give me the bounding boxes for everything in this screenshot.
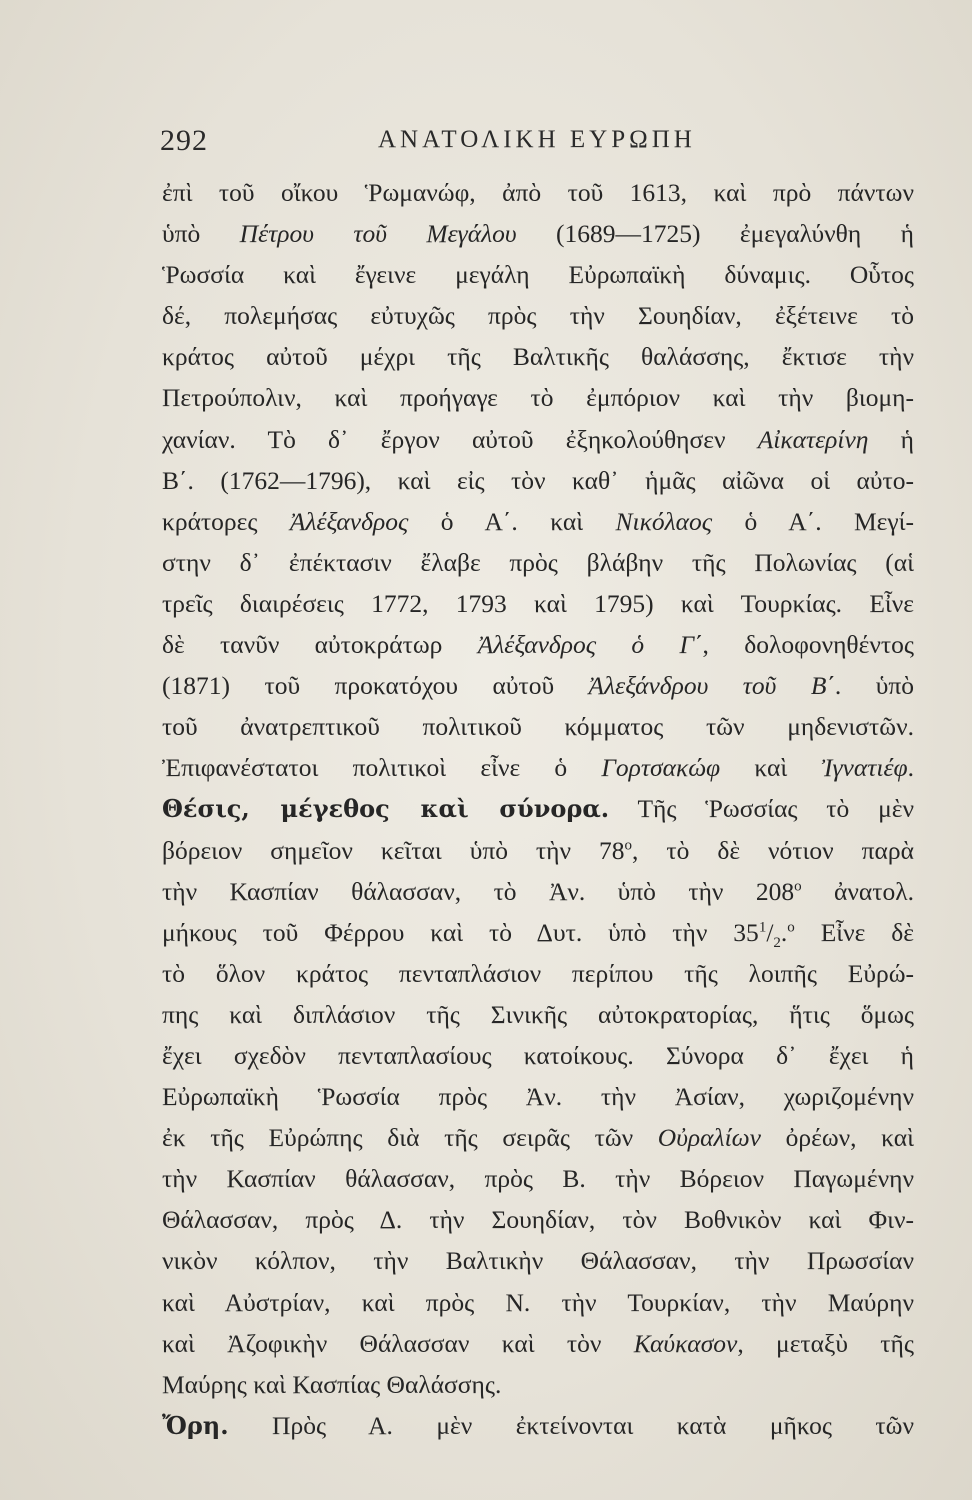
text-run: καὶ Ἀζοφικὴν Θάλασσαν καὶ τὸν [162,1328,634,1358]
text-run: δέ, πολεμήσας εὐτυχῶς πρὸς τὴν Σουηδίαν, ἐξέτεινε τὸ [162,301,914,331]
body-text [162,172,914,1446]
text-run: ο [794,878,802,895]
text-run: Β΄. (1762—1796), καὶ εἰς τὸν καθ᾿ ἡμᾶς αἰῶνα οἱ αὐτο- [162,465,914,495]
text-line [162,788,914,829]
text-line [162,583,914,624]
text-run: , μεταξὺ τῆς [737,1328,914,1358]
italic-name: Ἰγνατιέφ [821,753,908,783]
text-line [162,1199,914,1240]
text-run: στην δ᾿ ἐπέκτασιν ἔλαβε πρὸς βλάβην τῆς Πολωνίας (αἱ [162,547,914,577]
text-line [162,1323,914,1364]
text-run: ἔχει σχεδὸν πενταπλασίους κατοίκους. Σύνορα δ᾿ ἔχει ἡ [162,1040,914,1070]
italic-name: Ἀλέξανδρος ὁ Γ΄ [477,630,703,660]
section-heading: Θέσις, μέγεθος καὶ σύνορα. [162,794,610,824]
text-line [162,706,914,747]
text-run: ὁ Α΄. Μεγί- [712,506,914,536]
italic-name: Οὐραλίων [657,1123,761,1153]
text-line [162,747,914,788]
text-run: Ἐπιφανέστατοι πολιτικοὶ εἶνε ὁ [162,753,602,783]
text-run: ἀνατολ. [801,876,914,906]
text-run: , δολοφονηθέντος [702,630,914,660]
text-run: ὀρέων, καὶ [760,1123,915,1153]
italic-name: Καύκασον [633,1328,738,1358]
text-run: Πρὸς Α. μὲν ἐκτείνονται κατὰ μῆκος τῶν [228,1410,914,1440]
text-run: καὶ [720,753,822,783]
text-run: Μαύρης καὶ Κασπίας Θαλάσσης. [162,1369,502,1399]
text-run: τὴν Κασπίαν θάλασσαν, πρὸς Β. τὴν Βόρειον Παγωμένην [162,1164,914,1194]
page-header [160,120,920,160]
text-run: τοῦ ἀνατρεπτικοῦ πολιτικοῦ κόμματος τῶν μηδενιστῶν. [162,712,914,742]
text-run: Τῆς Ῥωσσίας τὸ μὲν [609,794,914,824]
text-line [162,172,914,213]
italic-name: Ἀλεξάνδρου τοῦ Β΄ [588,671,835,701]
text-run: . [907,753,914,783]
text-run: Ῥωσσία καὶ ἔγεινε μεγάλη Εὐρωπαϊκὴ δύναμις. Οὗτος [162,260,914,290]
text-line [162,419,914,460]
italic-name: Αἰκατερίνη [757,424,869,454]
text-run: . ὑπὸ [834,671,914,701]
text-line [162,377,914,418]
text-run: ο [624,837,633,853]
text-run: 1 [758,919,767,936]
text-line [162,1035,914,1076]
text-run: τρεῖς διαιρέσεις 1772, 1793 καὶ 1795) καὶ Τουρκίας. Εἶνε [162,588,914,618]
text-run: ἐκ τῆς Εὐρώπης διὰ τῆς σειρᾶς τῶν [162,1123,658,1153]
text-line [162,336,914,377]
text-line [162,830,914,871]
text-line [162,1405,914,1446]
text-run: ἡ [868,424,914,454]
text-run: χανίαν. Τὸ δ᾿ ἔργον αὐτοῦ ἐξηκολούθησεν [162,424,758,454]
text-run: . [780,917,788,947]
text-run: Εἶνε δὲ [794,917,915,947]
text-run: πης καὶ διπλάσιον τῆς Σινικῆς αὐτοκρατορίας, ἥτις ὅμως [162,999,914,1029]
text-run: καὶ Αὐστρίαν, καὶ πρὸς Ν. τὴν Τουρκίαν, τὴν Μαύρην [162,1287,914,1317]
text-run: κράτος αὐτοῦ μέχρι τῆς Βαλτικῆς θαλάσσης, ἔκτισε τὴν [162,342,914,372]
section-heading: Ὄρη. [162,1410,229,1440]
text-line [162,1364,914,1405]
text-line [162,871,914,912]
text-run: Εὐρωπαϊκὴ Ῥωσσία πρὸς Ἀν. τὴν Ἀσίαν, χωριζομένην [162,1082,914,1112]
italic-name: Γορτσακώφ [601,753,721,783]
text-run: τὴν Κασπίαν θάλασσαν, τὸ Ἀν. ὑπὸ τὴν 208 [162,876,795,906]
text-line [162,912,914,953]
text-run: δὲ τανῦν αὐτοκράτωρ [162,630,478,660]
text-line [162,665,914,706]
text-run: Πετρούπολιν, καὶ προήγαγε τὸ ἐμπόριον καὶ τὴν βιομη- [162,383,914,413]
text-line [162,1076,914,1117]
text-line [162,1240,914,1281]
text-line [162,501,914,542]
italic-name: Νικόλαος [615,506,713,536]
text-run: , τὸ δὲ νότιον παρὰ [632,835,914,865]
text-line [162,213,914,254]
text-run: 2 [773,934,781,951]
text-line [162,254,914,295]
text-run: ὑπὸ [162,219,240,249]
text-line [162,994,914,1035]
text-line [162,460,914,501]
text-run: (1689—1725) ἐμεγαλύνθη ἡ [516,219,914,249]
italic-name: Πέτρου τοῦ Μεγάλου [239,219,517,249]
text-run: ο [787,919,795,936]
text-line [162,542,914,583]
page-number: 292 [160,124,208,157]
text-line [162,1282,914,1323]
text-run: νικὸν κόλπον, τὴν Βαλτικὴν Θάλασσαν, τὴν Πρωσσίαν [162,1246,914,1276]
text-run: Θάλασσαν, πρὸς Δ. τὴν Σουηδίαν, τὸν Βοθνικὸν καὶ Φιν- [162,1205,914,1235]
text-run: ἐπὶ τοῦ οἴκου Ῥωμανώφ, ἀπὸ τοῦ 1613, καὶ πρὸ πάντων [162,178,914,207]
text-line [162,624,914,665]
text-run: μήκους τοῦ Φέρρου καὶ τὸ Δυτ. ὑπὸ τὴν 35 [162,917,759,947]
text-run: ὁ Α΄. καὶ [408,506,616,536]
text-run: κράτορες [162,506,290,536]
text-run: τὸ ὅλον κράτος πενταπλάσιον περίπου τῆς λοιπῆς Εὐρώ- [162,958,914,988]
italic-name: Ἀλέξανδρος [289,506,409,536]
text-line [162,1117,914,1158]
text-run: / [766,917,774,947]
running-title: ΑΝΑΤΟΛΙΚΗ ΕΥΡΩΠΗ [378,126,696,153]
text-line [162,953,914,994]
text-run: (1871) τοῦ προκατόχου αὐτοῦ [162,671,589,701]
text-run: βόρειον σημεῖον κεῖται ὑπὸ τὴν 78 [162,835,625,865]
text-line [162,1158,914,1199]
text-line [162,295,914,336]
